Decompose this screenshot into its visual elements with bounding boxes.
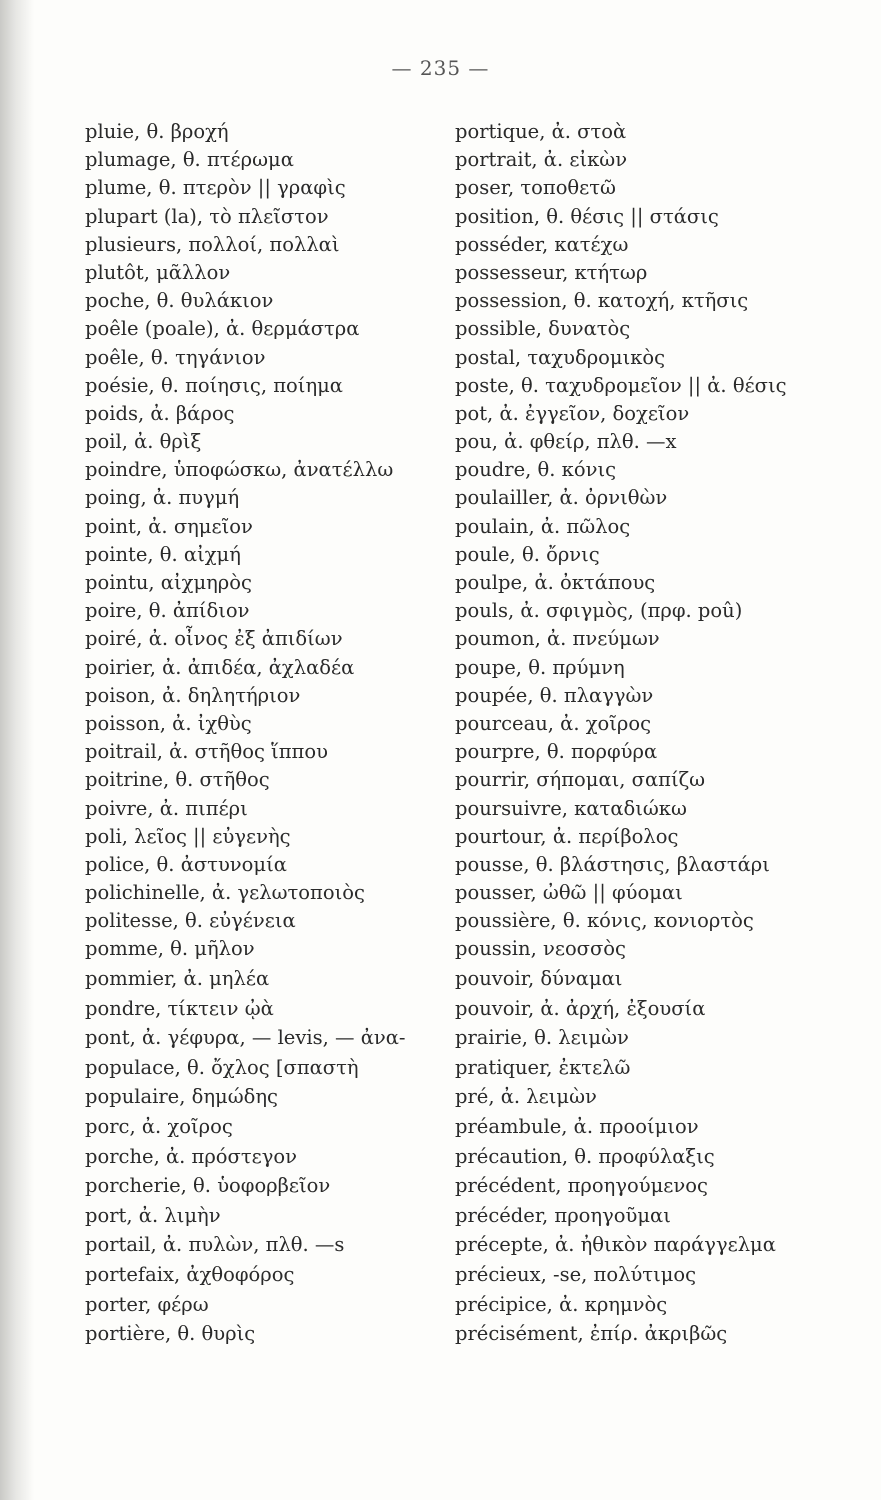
dictionary-entry: porc, ἀ. χοῖρος (85, 1115, 233, 1138)
dictionary-entry: poirier, ἀ. ἀπιδέα, ἀχλαδέα (85, 655, 355, 679)
dictionary-entry: pousse, θ. βλάστησις, βλαστάρι (455, 852, 770, 876)
dictionary-entry: poids, ἀ. βάρος (85, 401, 235, 425)
dictionary-entry: poitrine, θ. στῆθος (85, 768, 270, 792)
dictionary-entry: portrait, ἀ. εἰκὼν (455, 148, 628, 172)
dictionary-entry: préambule, ἀ. προοίμιον (455, 1115, 699, 1138)
dictionary-entry: populaire, δημώδης (85, 1085, 278, 1109)
dictionary-entry: pouvoir, δύναμαι (455, 967, 623, 991)
dictionary-entry: poil, ἀ. θρὶξ (85, 430, 202, 454)
dictionary-entry: poison, ἀ. δηλητήριον (85, 683, 301, 707)
dictionary-entry: précéder, προηγοῦμαι (455, 1203, 671, 1227)
dictionary-entry: portique, ἀ. στοὰ (455, 120, 627, 143)
dictionary-entry: poupe, θ. πρύμνη (455, 655, 625, 679)
dictionary-entry: poésie, θ. ποίησις, ποίημα (85, 373, 343, 397)
dictionary-entry: porche, ἀ. πρόστεγον (85, 1144, 297, 1168)
dictionary-entry: précédent, προηγούμενος (455, 1174, 708, 1198)
page-gutter-shadow (0, 0, 34, 1500)
dictionary-entry: poitrail, ἀ. στῆθος ἵππου (85, 740, 328, 764)
dictionary-entry: poulpe, ἀ. ὀκτάπους (455, 571, 656, 594)
dictionary-entry: poule, θ. ὄρνις (455, 542, 600, 566)
dictionary-entry: pluie, θ. βροχή (85, 120, 229, 143)
dictionary-entry: précisément, ἐπίρ. ἀκριβῶς (455, 1322, 728, 1346)
left-column (85, 118, 450, 1350)
dictionary-entry: pointe, θ. αἰχμή (85, 542, 241, 566)
dictionary-entry: pratiquer, ἐκτελῶ (455, 1055, 631, 1079)
dictionary-entry: porcherie, θ. ὑοφορβεῖον (85, 1174, 331, 1198)
dictionary-entry: poussin, νεοσσὸς (455, 937, 626, 961)
dictionary-entry: point, ἀ. σημεῖον (85, 514, 253, 538)
dictionary-entry: pomme, θ. μῆλον (85, 937, 255, 961)
dictionary-entry: poêle, θ. τηγάνιον (85, 345, 266, 369)
dictionary-entry: prairie, θ. λειμὼν (455, 1026, 629, 1050)
dictionary-entry: précipice, ἀ. κρημνὸς (455, 1292, 668, 1316)
dictionary-entry: possession, θ. κατοχή, κτῆσις (455, 289, 749, 313)
dictionary-entry: plutôt, μᾶλλον (85, 260, 231, 284)
dictionary-entry: poulain, ἀ. πῶλος (455, 514, 631, 538)
dictionary-entry: polichinelle, ἀ. γελωτοποιὸς (85, 881, 365, 905)
dictionary-entry: possesseur, κτήτωρ (455, 260, 648, 284)
dictionary-entry: poupée, θ. πλαγγὼν (455, 683, 654, 707)
dictionary-entry: port, ἀ. λιμὴν (85, 1203, 221, 1227)
dictionary-entry: pont, ἀ. γέφυρα, — levis, — ἀνα- (85, 1026, 406, 1050)
dictionary-entry: poursuivre, καταδιώκω (455, 796, 687, 820)
dictionary-entry: précepte, ἀ. ἠθικὸν παράγγελμα (455, 1233, 776, 1257)
dictionary-entry: précieux, -se, πολύτιμος (455, 1262, 697, 1286)
dictionary-entry: poindre, ὑποφώσκω, ἀνατέλλω (85, 458, 394, 482)
dictionary-entry: possible, δυνατὸς (455, 317, 631, 341)
dictionary-entry: pourpre, θ. πορφύρα (455, 740, 658, 764)
dictionary-entry: poumon, ἀ. πνεύμων (455, 627, 660, 651)
dictionary-entry: portière, θ. θυρὶς (85, 1322, 256, 1346)
dictionary-entry: pourceau, ἀ. χοῖρος (455, 711, 652, 735)
dictionary-entry: plusieurs, πολλοί, πολλαὶ (85, 232, 340, 256)
dictionary-entry: poulailler, ἀ. ὀρνιθὼν (455, 486, 668, 510)
dictionary-entry: police, θ. ἀστυνομία (85, 852, 287, 876)
dictionary-entry: pommier, ἀ. μηλέα (85, 967, 270, 991)
dictionary-entry: portefaix, ἀχθοφόρος (85, 1262, 295, 1286)
dictionary-entry: pondre, τίκτειν ᾠὰ (85, 996, 274, 1020)
dictionary-entry: pointu, αἰχμηρὸς (85, 571, 252, 594)
dictionary-entry: poudre, θ. κόνις (455, 458, 617, 482)
dictionary-entry: pot, ἀ. ἐγγεῖον, δοχεῖον (455, 401, 690, 425)
dictionary-entry: postal, ταχυδρομικὸς (455, 345, 666, 369)
dictionary-entry: poussière, θ. κόνις, κονιορτὸς (455, 909, 754, 933)
dictionary-entry: position, θ. θέσις || στάσις (455, 204, 719, 228)
dictionary-entry: poste, θ. ταχυδρομεῖον || ἀ. θέσις (455, 373, 787, 397)
dictionary-entry: pousser, ὠθῶ || φύομαι (455, 881, 683, 905)
dictionary-entry: poing, ἀ. πυγμή (85, 486, 240, 510)
dictionary-entry: poiré, ἀ. οἶνος ἐξ ἀπιδίων (85, 627, 343, 651)
dictionary-entry: plumage, θ. πτέρωμα (85, 148, 294, 172)
dictionary-entry: pourtour, ἀ. περίβολος (455, 824, 679, 848)
dictionary-entry: plupart (la), τὸ πλεῖστον (85, 204, 329, 228)
dictionary-entry: pouls, ἀ. σφιγμὸς, (πρφ. poû) (455, 599, 743, 623)
dictionary-entry: posséder, κατέχω (455, 232, 629, 256)
dictionary-entry: porter, φέρω (85, 1292, 209, 1316)
dictionary-entry: portail, ἀ. πυλὼν, πλθ. —s (85, 1233, 345, 1257)
dictionary-entry: pré, ἀ. λειμὼν (455, 1085, 597, 1109)
dictionary-entry: poire, θ. ἀπίδιον (85, 599, 250, 623)
dictionary-entry: pou, ἀ. φθείρ, πλθ. —x (455, 430, 677, 454)
dictionary-entry: populace, θ. ὄχλος [σπαστὴ (85, 1055, 359, 1079)
page-number: — 235 — (391, 56, 490, 80)
dictionary-entry: poli, λεῖος || εὐγενὴς (85, 824, 291, 848)
dictionary-entry: poisson, ἀ. ἰχθὺς (85, 711, 252, 735)
dictionary-entry: poche, θ. θυλάκιον (85, 289, 274, 313)
dictionary-entry: pouvoir, ἀ. ἀρχή, ἐξουσία (455, 996, 706, 1020)
dictionary-entry: précaution, θ. προφύλαξις (455, 1144, 715, 1168)
dictionary-entry: poêle (poale), ἀ. θερμάστρα (85, 317, 360, 341)
dictionary-entry: pourrir, σήπομαι, σαπίζω (455, 768, 706, 792)
dictionary-entry: plume, θ. πτερὸν || γραφὶς (85, 176, 346, 200)
dictionary-entry: poser, τοποθετῶ (455, 176, 616, 200)
dictionary-entry: poivre, ἀ. πιπέρι (85, 796, 248, 820)
right-column (455, 118, 855, 1350)
dictionary-entry: politesse, θ. εὐγένεια (85, 909, 296, 933)
